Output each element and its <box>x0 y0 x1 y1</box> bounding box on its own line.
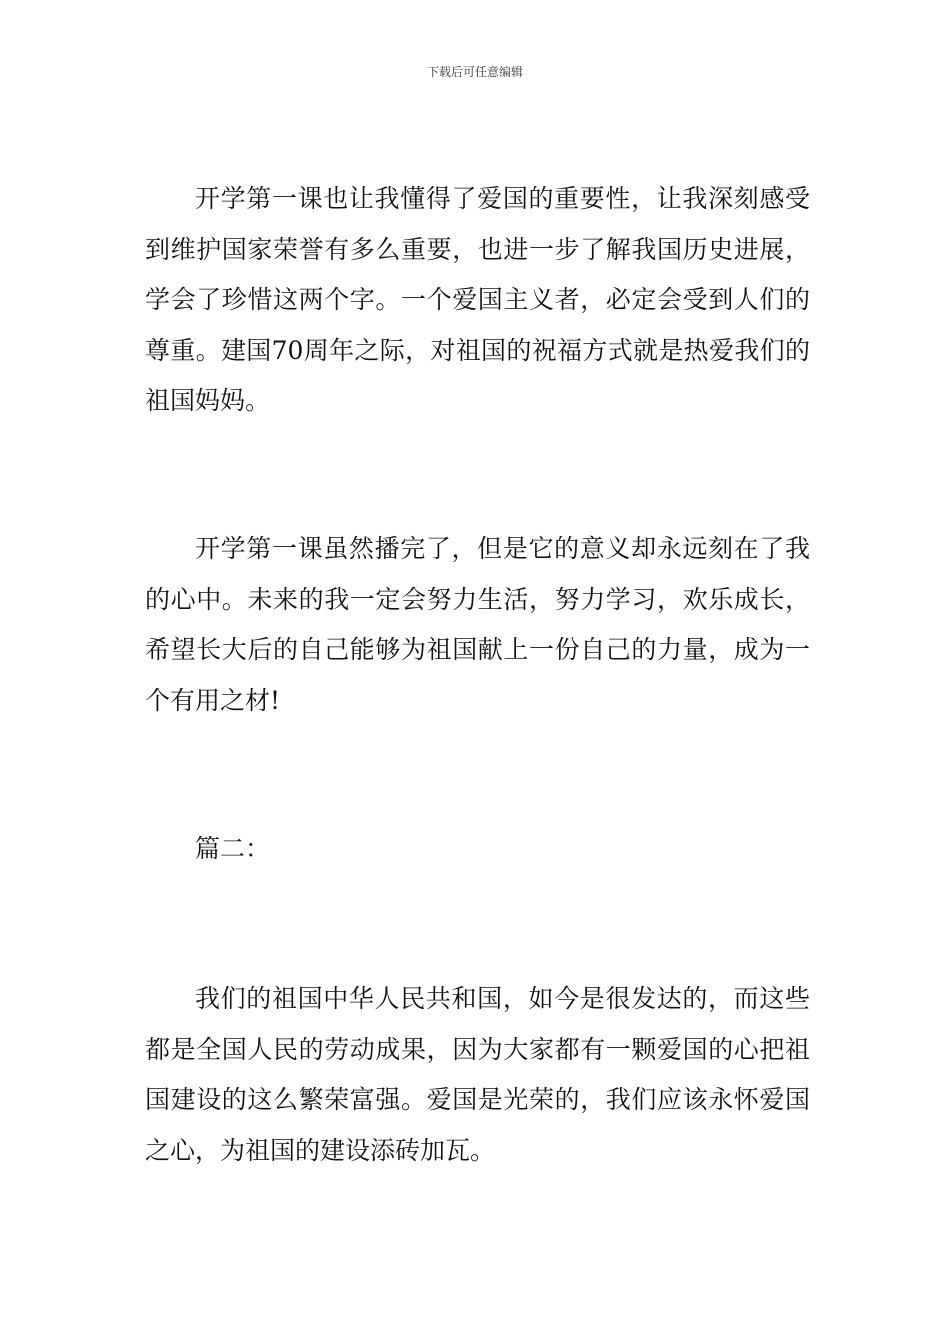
paragraph-2: 开学第一课虽然播完了，但是它的意义却永远刻在了我的心中。未来的我一定会努力生活，努力学习，欢乐成长，希望长大后的自己能够为祖国献上一份自己的力量，成为一个有用之材! <box>145 534 810 715</box>
paragraph-1: 开学第一课也让我懂得了爱国的重要性，让我深刻感受到维护国家荣誉有多么重要，也进一步了解我国历史进展，学会了珍惜这两个字。一个爱国主义者，必定会受到人们的尊重。建国70周年之际，对祖国的祝福方式就是热爱我们的祖国妈妈。 <box>145 184 810 415</box>
page-header: 下载后可任意编辑 <box>426 65 523 79</box>
section-heading: 篇二： <box>195 834 271 863</box>
paragraph-3: 我们的祖国中华人民共和国，如今是很发达的，而这些都是全国人民的劳动成果，因为大家都有一颗爱国的心把祖国建设的这么繁荣富强。爱国是光荣的，我们应该永怀爱国之心，为祖国的建设添砖加瓦。 <box>145 984 810 1165</box>
